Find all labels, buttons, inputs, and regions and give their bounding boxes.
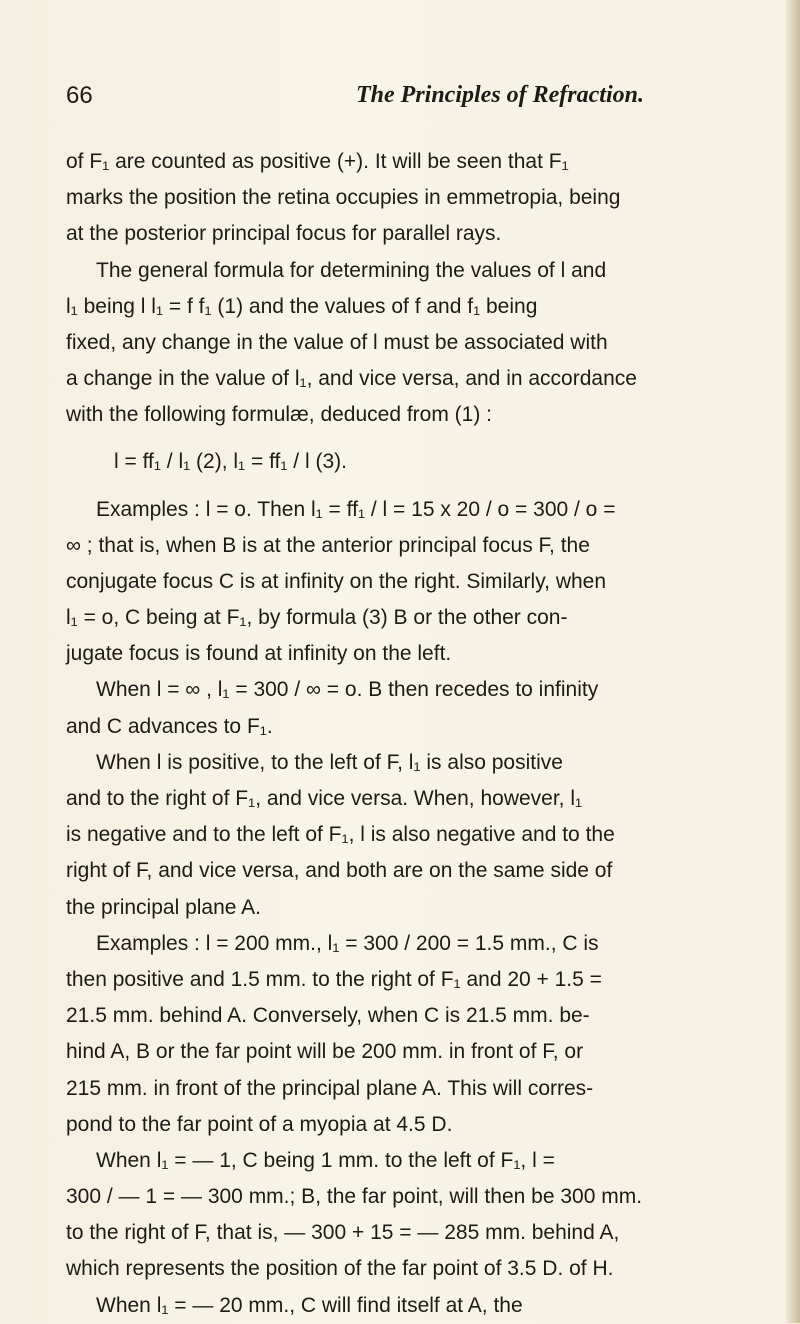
text-line: jugate focus is found at infinity on the left. xyxy=(66,642,452,666)
text-line: then positive and 1.5 mm. to the right of F₁ and 20 + 1.5 = xyxy=(66,967,602,991)
text-line: Examples : l = 200 mm., l₁ = 300 / 200 = 1.5 mm., C is xyxy=(96,931,599,955)
text-line: When l₁ = — 20 mm., C will find itself at A, the xyxy=(96,1293,523,1317)
text-line: When l₁ = — 1, C being 1 mm. to the left of F₁, l = xyxy=(96,1148,555,1172)
formula-text: l = ff₁ / l₁ (2), l₁ = ff₁ / l (3). xyxy=(114,450,347,474)
text-line: Examples : l = o. Then l₁ = ff₁ / l = 15 x 20 / o = 300 / o = xyxy=(96,497,616,521)
text-line: the principal plane A. xyxy=(66,895,261,919)
text-line: conjugate focus C is at infinity on the right. Similarly, when xyxy=(66,569,607,593)
text-line: to the right of F, that is, — 300 + 15 = — 285 mm. behind A, xyxy=(66,1221,620,1245)
text-line: marks the position the retina occupies in emmetropia, being xyxy=(66,186,621,210)
running-title: The Principles of Refraction. xyxy=(356,82,644,108)
text-line: 215 mm. in front of the principal plane A. This will corres- xyxy=(66,1076,594,1100)
text-line: with the following formulæ, deduced from (1) : xyxy=(66,403,493,427)
text-line: and to the right of F₁, and vice versa. When, however, l₁ xyxy=(66,787,583,810)
text-line: pond to the far point of a myopia at 4.5 D. xyxy=(66,1112,453,1136)
body-text xyxy=(66,144,756,1324)
text-line: l₁ = o, C being at F₁, by formula (3) B or the other con- xyxy=(66,606,568,630)
formula-line xyxy=(66,434,756,492)
text-line: a change in the value of l₁, and vice versa, and in accordance xyxy=(66,367,637,391)
text-line: right of F, and vice versa, and both are on the same side of xyxy=(66,859,613,883)
text-line: When l is positive, to the left of F, l₁ is also positive xyxy=(96,750,563,774)
page-edge xyxy=(786,0,800,1323)
text-line: at the posterior principal focus for parallel rays. xyxy=(66,222,502,246)
page-number: 66 xyxy=(66,82,93,109)
text-line: fixed, any change in the value of l must be associated with xyxy=(66,330,608,354)
text-line: l₁ being l l₁ = f f₁ (1) and the values of f and f₁ being xyxy=(66,294,538,318)
text-line: When l = ∞ , l₁ = 300 / ∞ = o. B then recedes to infinity xyxy=(96,678,599,702)
text-line: The general formula for determining the values of l and xyxy=(96,258,607,282)
text-line: 21.5 mm. behind A. Conversely, when C is 21.5 mm. be- xyxy=(66,1004,590,1028)
text-line: 300 / — 1 = — 300 mm.; B, the far point, will then be 300 mm. xyxy=(66,1185,643,1209)
text-line: which represents the position of the far point of 3.5 D. of H. xyxy=(66,1257,614,1281)
text-line: of F₁ are counted as positive (+). It will be seen that F₁ xyxy=(66,150,569,173)
text-line: and C advances to F₁. xyxy=(66,714,273,738)
page-header xyxy=(66,82,756,114)
text-line: is negative and to the left of F₁, l is also negative and to the xyxy=(66,823,615,847)
text-line: ∞ ; that is, when B is at the anterior principal focus F, the xyxy=(66,533,590,557)
text-line: hind A, B or the far point will be 200 mm. in front of F, or xyxy=(66,1040,584,1064)
